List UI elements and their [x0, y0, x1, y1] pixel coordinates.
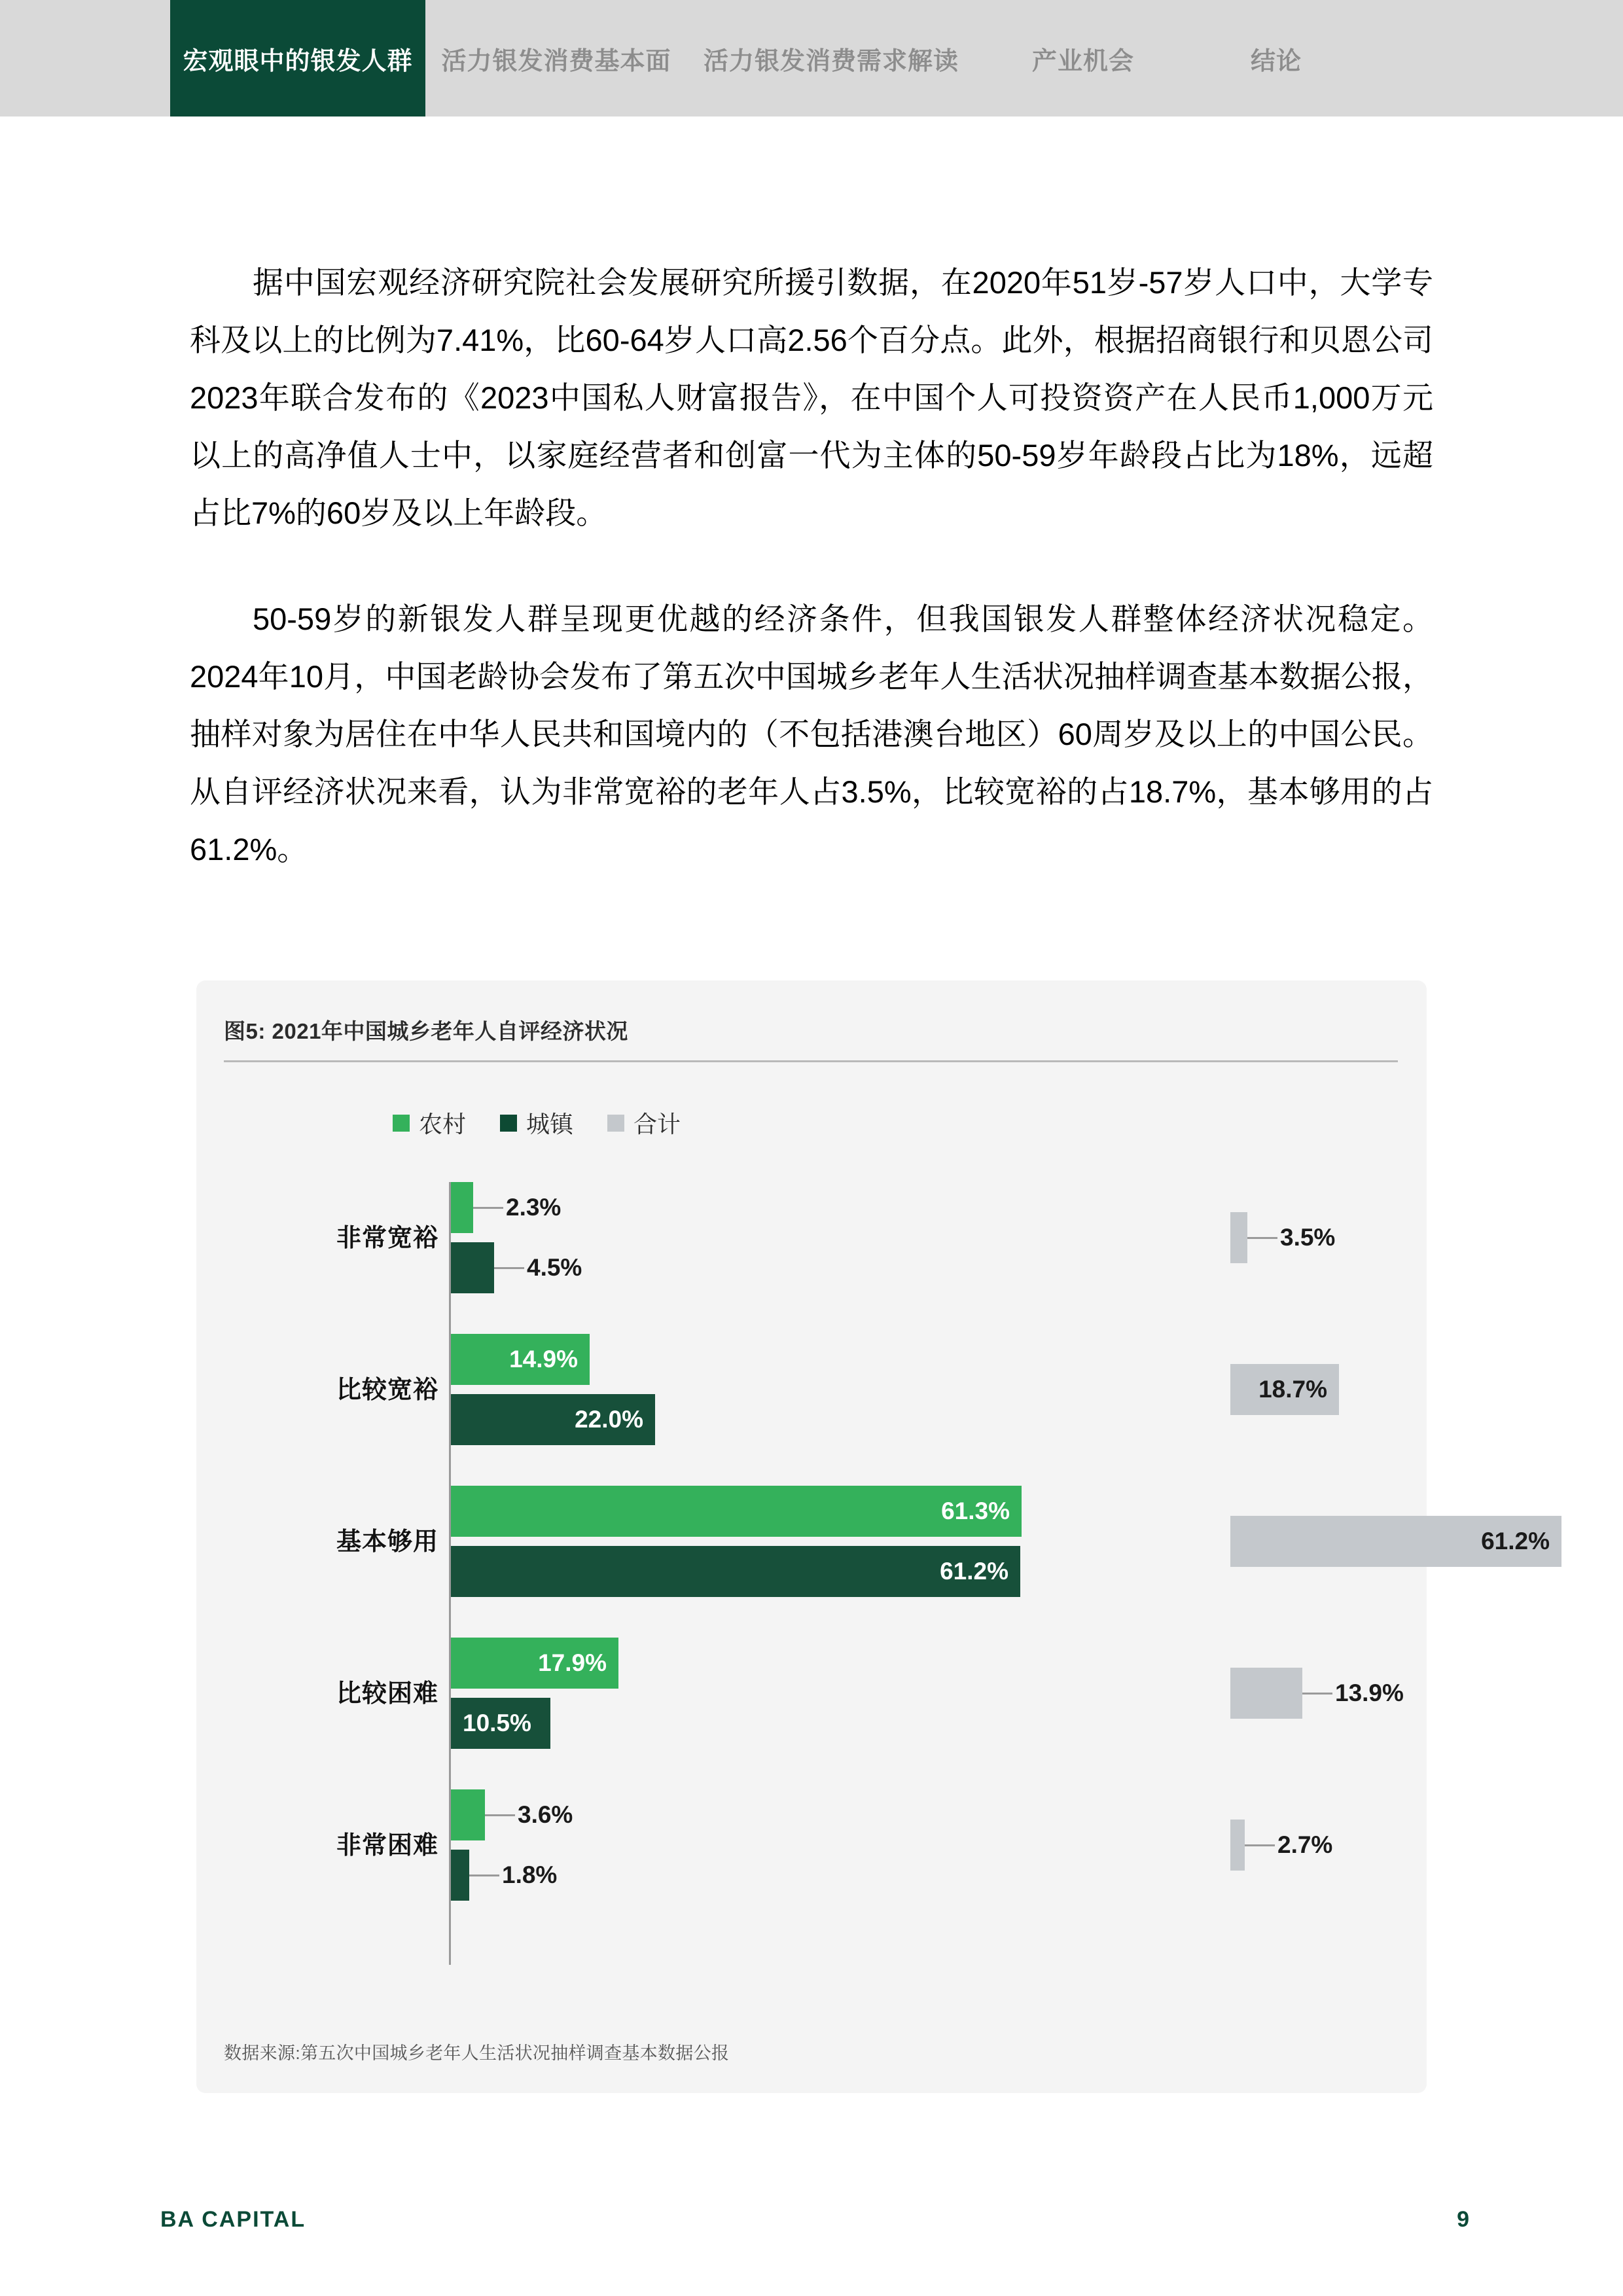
- bar-callout-total: [1247, 1212, 1335, 1263]
- chart-row-group: [196, 1613, 1427, 1770]
- chart-category-label: 非常宽裕: [336, 1225, 438, 1252]
- legend-swatch-total-icon: [607, 1115, 624, 1132]
- bar-callout-total: [1245, 1820, 1332, 1871]
- nav-tab-label: 活力银发消费需求解读: [703, 47, 959, 75]
- chart-row-group: [196, 1157, 1427, 1314]
- bar-value-rural: 14.9%: [509, 1346, 578, 1372]
- leader-line: [485, 1814, 515, 1816]
- nav-tab-label: 活力银发消费基本面: [441, 47, 671, 75]
- figure-source-note: 数据来源:第五次中国城乡老年人生活状况抽样调查基本数据公报: [224, 2043, 730, 2063]
- chart-row-group: [196, 1765, 1427, 1922]
- bar-rural: [451, 1334, 590, 1385]
- top-navigation-bar: [0, 0, 1623, 117]
- page-content: [0, 117, 1623, 878]
- chart-category-label: 基本够用: [336, 1528, 438, 1556]
- nav-tab-label: 产业机会: [1031, 47, 1134, 75]
- chart-category-label: 非常困难: [336, 1832, 438, 1859]
- brand-logo-text: BA CAPITAL: [160, 2207, 306, 2232]
- chart-category-label: 比较宽裕: [336, 1376, 438, 1404]
- bar-value-urban: 4.5%: [527, 1254, 582, 1281]
- legend-label-rural: 农村: [419, 1111, 467, 1138]
- bar-callout-total: [1302, 1668, 1404, 1719]
- leader-line: [1247, 1237, 1277, 1239]
- legend-label-total: 合计: [633, 1111, 681, 1138]
- bar-value-rural: 17.9%: [538, 1649, 607, 1676]
- bar-value-total: 3.5%: [1280, 1224, 1336, 1251]
- leader-line: [1302, 1693, 1332, 1695]
- bar-value-urban: 22.0%: [575, 1406, 643, 1433]
- nav-tab-label: 宏观眼中的银发人群: [183, 47, 413, 75]
- leader-line: [469, 1874, 499, 1876]
- leader-line: [473, 1207, 503, 1209]
- bar-value-total: 18.7%: [1258, 1376, 1327, 1403]
- bar-value-urban: 1.8%: [502, 1861, 558, 1888]
- bar-urban: [451, 1242, 494, 1293]
- nav-tab-conclusion[interactable]: [1191, 0, 1361, 117]
- chart-category-label: 比较困难: [336, 1680, 438, 1708]
- bar-urban: [451, 1850, 469, 1901]
- nav-tab-label: 结论: [1250, 47, 1302, 75]
- leader-line: [1245, 1844, 1275, 1846]
- nav-tab-industry-opportunity[interactable]: [975, 0, 1191, 117]
- figure-card: [196, 980, 1550, 2093]
- bar-urban: [451, 1546, 1020, 1597]
- page-footer: [0, 2199, 1623, 2258]
- bar-urban: [451, 1698, 550, 1749]
- bar-total: [1230, 1364, 1339, 1415]
- legend-swatch-rural-icon: [393, 1115, 410, 1132]
- legend-item-rural[interactable]: [393, 1106, 466, 1139]
- legend-item-total[interactable]: [607, 1106, 681, 1139]
- chart-legend: [393, 1106, 681, 1139]
- bar-total: [1230, 1820, 1245, 1871]
- nav-tab-demand-interpretation[interactable]: [687, 0, 975, 117]
- page-number: 9: [1457, 2207, 1469, 2232]
- bar-callout-urban: [494, 1242, 582, 1293]
- body-paragraph-1: 据中国宏观经济研究院社会发展研究所援引数据，在2020年51岁-57岁人口中，大学专科及以上的比例为7.41%，比60-64岁人口高2.56个百分点。此外，根据招商银行和贝恩公司2023年联合发布的《2023中国私人财富报告》，在中国个人可投资资产在人民币1,000万元以上的高净值人士中，以家庭经营者和创富一代为主体的50-59岁年龄段占比为18%，远超占比7%的60岁及以上年龄段。: [190, 265, 1433, 530]
- nav-tab-consumption-fundamentals[interactable]: [425, 0, 687, 117]
- bar-value-total: 61.2%: [1481, 1528, 1550, 1554]
- chart-plot-area: [196, 1157, 1550, 2001]
- bar-callout-urban: [469, 1850, 557, 1901]
- bar-rural: [451, 1789, 485, 1840]
- nav-left-spacer: [0, 0, 170, 117]
- bar-total: [1230, 1212, 1247, 1263]
- bar-value-total: 13.9%: [1335, 1679, 1404, 1706]
- bar-total: [1230, 1668, 1302, 1719]
- chart-row-group: [196, 1461, 1550, 1618]
- bar-value-rural: 3.6%: [518, 1801, 573, 1828]
- bar-rural: [451, 1486, 1022, 1537]
- figure-title: 图5: 2021年中国城乡老年人自评经济状况: [224, 1019, 628, 1043]
- bar-callout-rural: [485, 1789, 573, 1840]
- bar-callout-rural: [473, 1182, 561, 1233]
- bar-urban: [451, 1394, 655, 1445]
- figure-title-divider: [224, 1060, 1398, 1062]
- leader-line: [494, 1267, 524, 1269]
- legend-item-urban[interactable]: [500, 1106, 573, 1139]
- legend-swatch-urban-icon: [500, 1115, 517, 1132]
- bar-rural: [451, 1638, 618, 1689]
- bar-value-total: 2.7%: [1277, 1831, 1333, 1858]
- bar-value-urban: 10.5%: [463, 1710, 531, 1736]
- bar-total: [1230, 1516, 1561, 1567]
- bar-value-rural: 2.3%: [506, 1194, 562, 1221]
- bar-value-urban: 61.2%: [940, 1558, 1008, 1585]
- nav-tab-macro-silver-population[interactable]: [170, 0, 425, 117]
- bar-rural: [451, 1182, 473, 1233]
- bar-value-rural: 61.3%: [941, 1498, 1010, 1524]
- legend-label-urban: 城镇: [526, 1111, 574, 1138]
- chart-row-group: [196, 1309, 1427, 1466]
- body-paragraph-2: 50-59岁的新银发人群呈现更优越的经济条件，但我国银发人群整体经济状况稳定。2024年10月，中国老龄协会发布了第五次中国城乡老年人生活状况抽样调查基本数据公报，抽样对象为居住在中华人民共和国境内的（不包括港澳台地区）60周岁及以上的中国公民。从自评经济状况来看，认为非常宽裕的老年人占3.5%，比较宽裕的占18.7%，基本够用的占61.2%。: [190, 601, 1433, 867]
